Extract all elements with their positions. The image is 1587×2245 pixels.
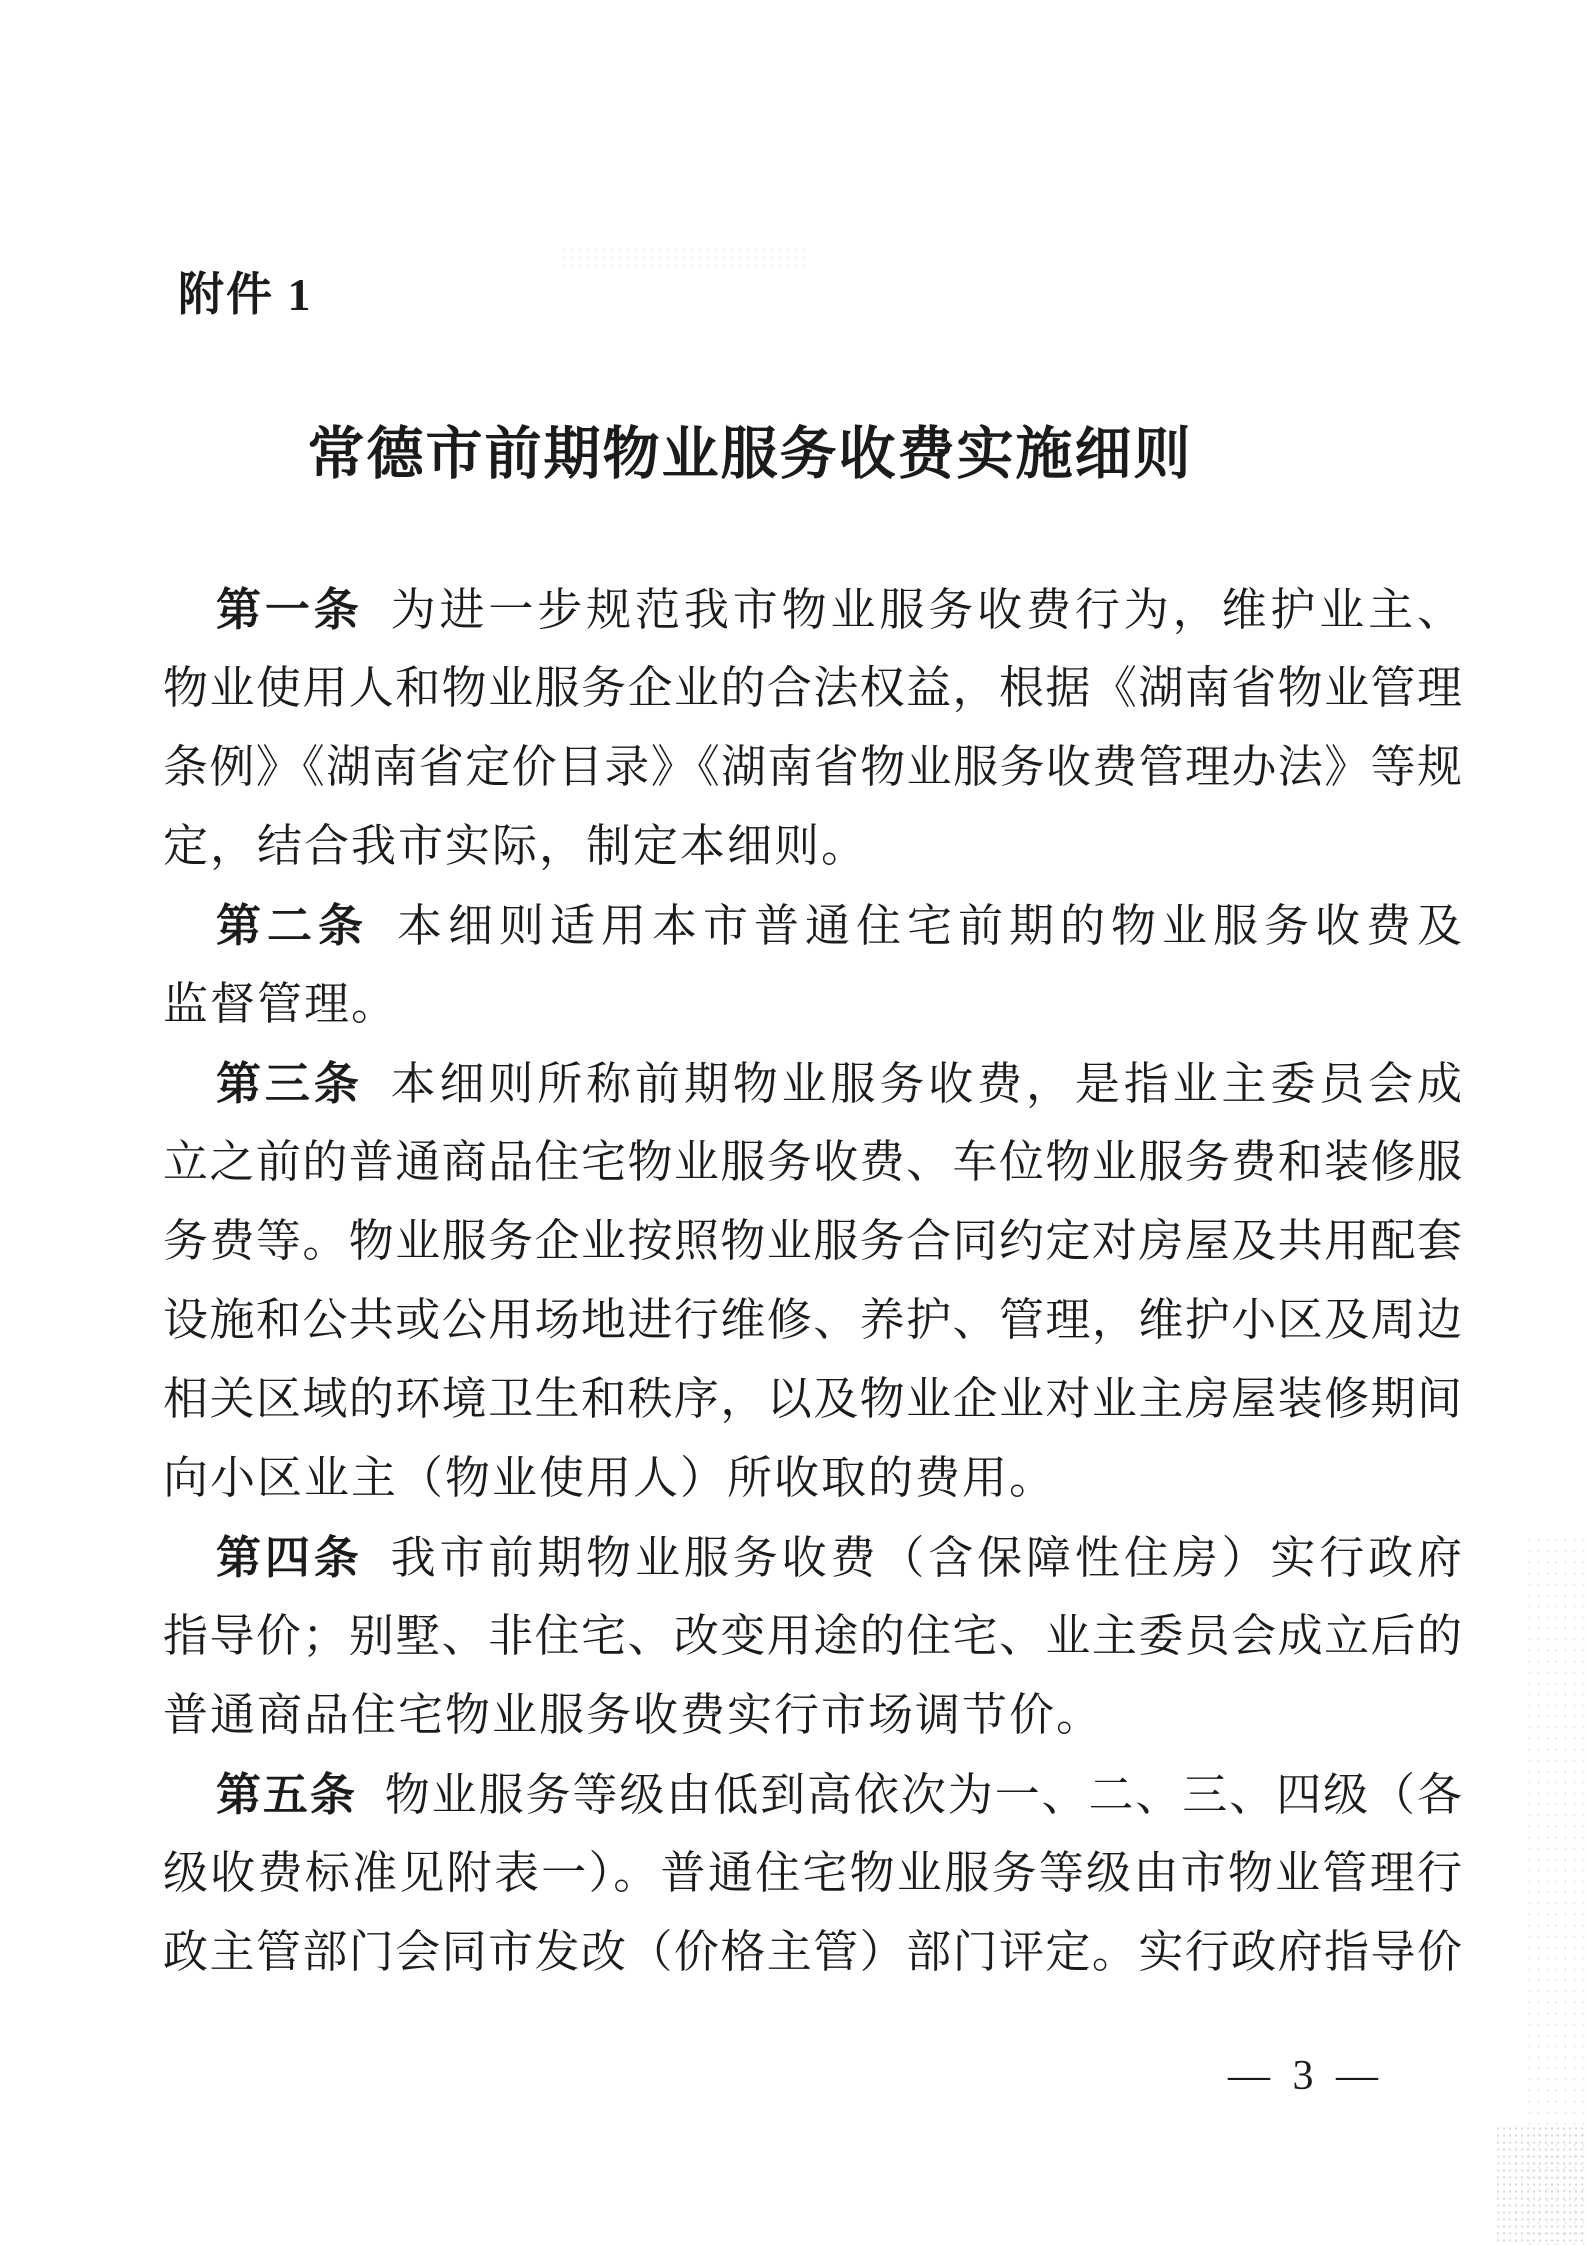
paragraph-line: 设施和公共或公用场地进行维修、养护、管理，维护小区及周边 [163,1295,1463,1345]
scan-noise-right [1525,1535,1587,2245]
paragraph-line: 物业使用人和物业服务企业的合法权益，根据《湖南省物业管理 [163,663,1463,713]
paragraph-line: 第一条 为进一步规范我市物业服务收费行为，维护业主、 [216,584,1463,635]
paragraph-line: 条例》《湖南省定价目录》《湖南省物业服务收费管理办法》等规 [163,742,1463,792]
paragraph-line: 级收费标准见附表一）。普通住宅物业服务等级由市物业管理行 [163,1848,1463,1898]
paragraph-line: 第四条 我市前期物业服务收费（含保障性住房）实行政府 [216,1532,1463,1583]
paragraph-line: 立之前的普通商品住宅物业服务收费、车位物业服务费和装修服 [163,1137,1463,1187]
attachment-label: 附件 1 [178,269,313,320]
paragraph-line: 向小区业主（物业使用人）所收取的费用。 [163,1453,1057,1503]
paragraph-line: 第三条 本细则所称前期物业服务收费，是指业主委员会成 [216,1058,1463,1109]
paragraph-line: 务费等。物业服务企业按照物业服务合同约定对房屋及共用配套 [163,1216,1463,1266]
paragraph-line: 指导价；别墅、非住宅、改变用途的住宅、业主委员会成立后的 [163,1611,1463,1661]
article-label: 第三条 [216,1058,363,1109]
article-label: 第二条 [216,900,369,951]
document-title: 常德市前期物业服务收费实施细则 [307,423,1193,486]
paragraph-line: 第二条 本细则适用本市普通住宅前期的物业服务收费及 [216,900,1463,951]
paragraph-line: 第五条 物业服务等级由低到高依次为一、二、三、四级（各 [216,1769,1463,1820]
paragraph-line: 相关区域的环境卫生和秩序，以及物业企业对业主房屋装修期间 [163,1374,1463,1424]
paragraph-line: 定，结合我市实际，制定本细则。 [163,821,869,871]
article-label: 第五条 [216,1769,357,1820]
scan-noise-corner [1495,2125,1587,2245]
paragraph-line: 政主管部门会同市发改（价格主管）部门评定。实行政府指导价 [163,1927,1463,1977]
page-number: — 3 — [1228,2053,1384,2099]
paragraph-line: 监督管理。 [163,979,399,1029]
document-body [163,570,1463,1992]
paragraph-line: 普通商品住宅物业服务收费实行市场调节价。 [163,1690,1104,1740]
scan-smudge [560,246,810,270]
article-label: 第四条 [216,1532,363,1583]
article-label: 第一条 [216,584,363,635]
